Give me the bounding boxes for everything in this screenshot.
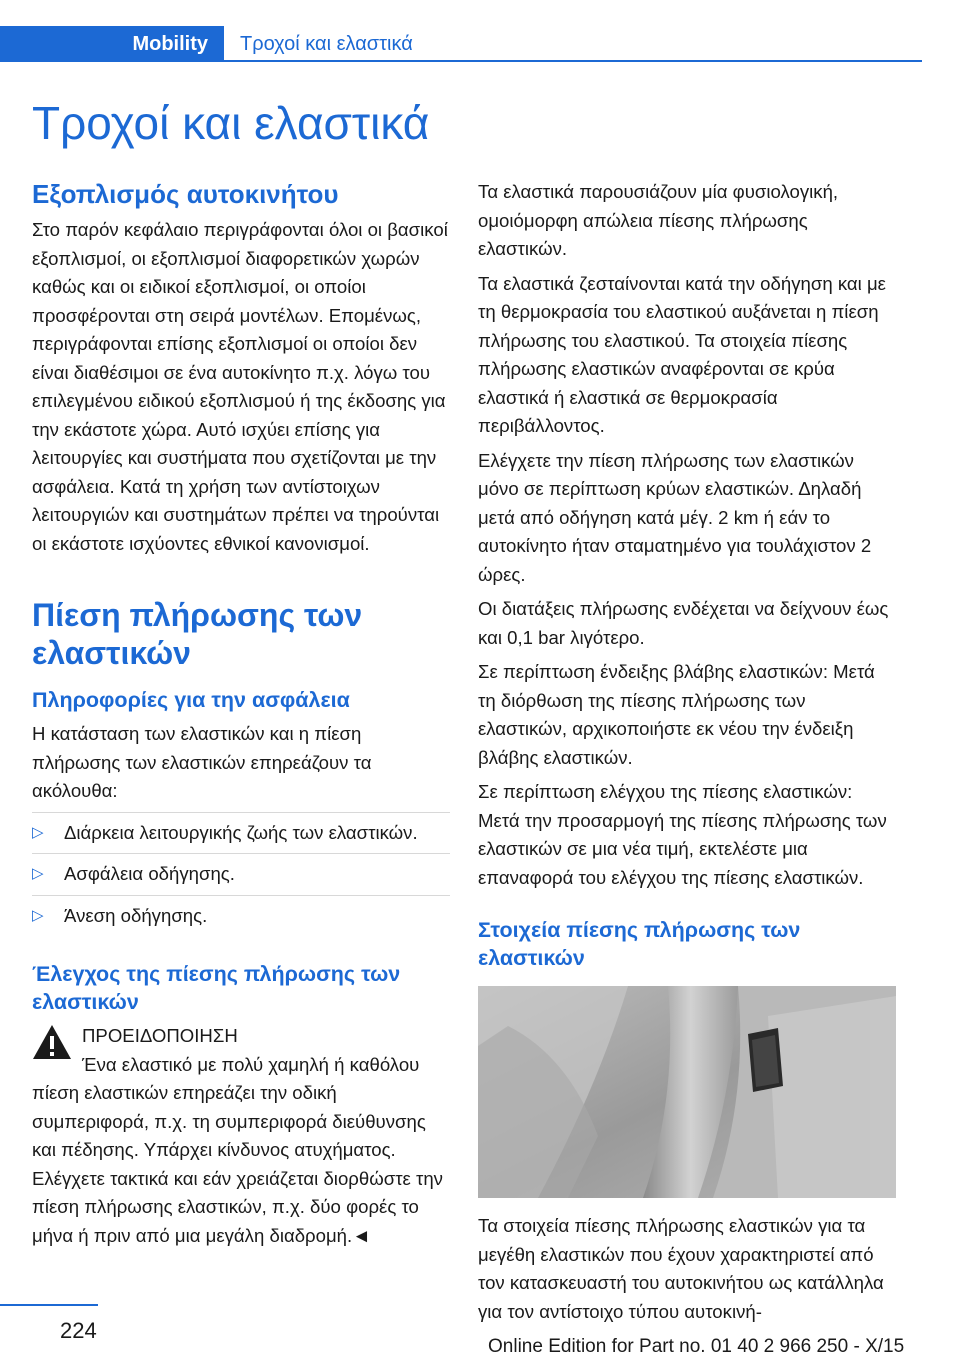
paragraph: Σε περίπτωση ελέγχου της πίεσης ελαστικών: Μετά την προσαρμογή της πίεσης πλήρωσης των ελαστικών σε μια νέα τιμή, εκτελέστε μια επαναφορά του ελέγχου της πίεσης ελαστικών. [478, 781, 887, 888]
safety-list [32, 812, 450, 937]
warning-title: ΠΡΟΕΙΔΟΠΟΙΗΣΗ [82, 1025, 238, 1046]
list-item: ▷ Διάρκεια λειτουργικής ζωής των ελαστικών. [32, 812, 450, 854]
equipment-heading: Εξοπλισμός αυτοκινήτου [32, 179, 339, 209]
top-header [0, 0, 960, 62]
header-divider [0, 60, 922, 62]
equipment-text: Στο παρόν κεφάλαιο περιγράφονται όλοι οι βασικοί εξοπλισμοί, οι εξοπλισμοί διαφορετικών χωρών καθώς και οι ειδικοί εξοπλισμοί, οι οποίοι προσφέρονται στη σειρά μοντέλων. Επομένως, περιγράφονται επίσης εξοπλισμοί οι οποίοι δεν είναι διαθέσιμοι σε ένα αυτοκίνητο π.χ. λόγω του επιλεγμένου ειδικού εξοπλισμού ή της έκδοσης για την εκάστοτε χώρα. Αυτό ισχύει επίσης για λειτουργίες και συστήματα που σχετίζονται με την ασφάλεια. Κατά τη χρήση των αντίστοιχων λειτουργιών και συστημάτων πρέπει να τηρούνται οι εκάστοτε ισχύοντες εθνικοί κανονισμοί. [32, 219, 448, 554]
edition-text: Online Edition for Part no. 01 40 2 966 250 - X/15 [488, 1336, 905, 1357]
triangle-bullet-icon: ▷ [32, 906, 44, 924]
tab-wheels-tires[interactable]: Τροχοί και ελαστικά [240, 32, 413, 55]
left-column [32, 178, 450, 1256]
safety-text: Η κατάσταση των ελαστικών και η πίεση πλήρωσης των ελαστικών επηρεάζουν τα ακόλουθα: [32, 723, 372, 801]
data-heading: Στοιχεία πίεσης πλήρωσης των ελαστικών [478, 918, 801, 970]
page-title: Τροχοί και ελαστικά [32, 97, 430, 149]
safety-heading: Πληροφορίες για την ασφάλεια [32, 688, 350, 712]
paragraph: Τα ελαστικά ζεσταίνονται κατά την οδήγηση και με τη θερμοκρασία του ελαστικού αυξάνεται η πίεση πλήρωσης του ελαστικού. Τα στοιχεία πίεσης πλήρωσης ελαστικών αναφέρονται σε κρύα ελαστικά ή ελαστικά σε θερμοκρασία περιβάλλοντος. [478, 272, 886, 436]
paragraph: Τα ελαστικά παρουσιάζουν μία φυσιολογική, ομοιόμορφη απώλεια πίεσης πλήρωσης ελαστικών. [478, 181, 839, 259]
tab-mobility[interactable]: Mobility [0, 26, 224, 62]
check-heading: Έλεγχος της πίεσης πλήρωσης των ελαστικών [32, 962, 401, 1014]
triangle-bullet-icon: ▷ [32, 823, 44, 841]
list-item: ▷ Άνεση οδήγησης. [32, 895, 450, 937]
warning-triangle-icon [32, 1024, 72, 1060]
paragraph: Ελέγχετε την πίεση πλήρωσης των ελαστικών μόνο σε περίπτωση κρύων ελαστικών. Δηλαδή μετά από οδήγηση κατά μέγ. 2 km ή εάν το αυτοκίνητο ήταν σταματημένο για τουλάχιστον 2 ώρες. [478, 449, 872, 585]
warning-text: Ένα ελαστικό με πολύ χαμηλή ή καθόλου πίεση ελαστικών επηρεάζει την οδική συμπεριφορά, π.χ. τη συμπεριφορά διεύθυνσης και πέδησης. Υπάρχει κίνδυνος ατυχήματος. Ελέγχετε τακτικά και εάν χρειάζεται διορθώστε την πίεση πλήρωσης ελαστικών, π.χ. δύο φορές το μήνα ή πριν από μια μεγάλη διαδρομή.◄ [32, 1053, 443, 1246]
door-pillar-photo [478, 986, 896, 1198]
warning-box [32, 1022, 450, 1250]
triangle-bullet-icon: ▷ [32, 865, 44, 882]
footer-divider [0, 1304, 98, 1306]
paragraph: Τα στοιχεία πίεσης πλήρωσης ελαστικών για τα μεγέθη ελαστικών που έχουν χαρακτηριστεί από τον κατασκευαστή του αυτοκινήτου ως κατάλληλα για τον αντίστοιχο τύπου αυτοκινή- [478, 1215, 884, 1322]
paragraph: Σε περίπτωση ένδειξης βλάβης ελαστικών: Μετά τη διόρθωση της πίεσης πλήρωσης των ελαστικών, αρχικοποιήστε εκ νέου την ένδειξη βλάβης ελαστικών. [478, 661, 875, 768]
page-number: 224 [60, 1318, 97, 1343]
pressure-heading: Πίεση πλήρωσης των ελαστικών [32, 597, 363, 671]
paragraph: Οι διατάξεις πλήρωσης ενδέχεται να δείχνουν έως και 0,1 bar λιγότερο. [478, 598, 889, 648]
right-column [478, 178, 896, 1332]
list-item: ▷ Ασφάλεια οδήγησης. [32, 853, 450, 895]
